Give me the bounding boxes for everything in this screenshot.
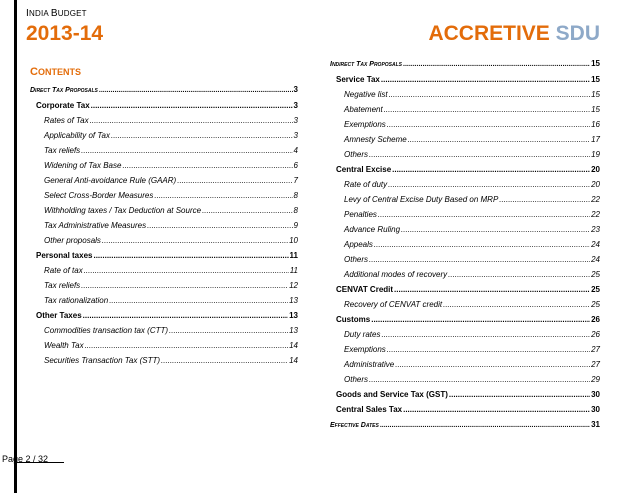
toc-entry-label: Central Excise <box>336 165 392 174</box>
toc-entry-page: 9 <box>293 221 298 230</box>
toc-entry-page: 24 <box>591 240 600 249</box>
brand-sub: SDU <box>555 22 600 45</box>
toc-entry-label: Securities Transaction Tax (STT) <box>44 356 161 365</box>
toc-leader-dots <box>401 222 590 237</box>
toc-entry-page: 20 <box>591 165 600 174</box>
toc-entry-page: 14 <box>289 341 298 350</box>
toc-entry-label: Widening of Tax Base <box>44 161 122 170</box>
toc-entry-label: Wealth Tax <box>44 341 84 350</box>
toc-entry[interactable] <box>330 207 600 222</box>
toc-entry-label: Applicability of Tax <box>44 131 110 140</box>
toc-entry[interactable] <box>330 267 600 282</box>
toc-entry-label: Duty rates <box>344 330 381 339</box>
toc-entry[interactable] <box>30 128 298 143</box>
toc-entry-page: 3 <box>293 85 298 94</box>
toc-entry-label: Exemptions <box>344 345 386 354</box>
toc-entry[interactable] <box>330 387 600 402</box>
toc-leader-dots <box>388 177 590 192</box>
toc-entry-label: Negative list <box>344 90 388 99</box>
toc-leader-dots <box>395 357 590 372</box>
toc-leader-dots <box>448 267 590 282</box>
toc-entry-page: 27 <box>591 345 600 354</box>
toc-leader-dots <box>93 248 288 263</box>
toc-entry-page: 26 <box>591 315 600 324</box>
toc-entry-label: Effective Dates <box>330 422 379 429</box>
contents-heading <box>30 66 81 78</box>
toc-leader-dots <box>392 162 590 177</box>
toc-entry[interactable] <box>330 357 600 372</box>
toc-entry-page: 19 <box>591 150 600 159</box>
toc-entry-label: Tax reliefs <box>44 146 81 155</box>
toc-entry-label: Personal taxes <box>36 251 93 260</box>
left-margin-rule <box>14 0 17 493</box>
toc-entry-label: Direct Tax Proposals <box>30 87 98 94</box>
toc-leader-dots <box>202 203 292 218</box>
toc-entry[interactable] <box>330 237 600 252</box>
toc-leader-dots <box>111 128 293 143</box>
toc-entry[interactable] <box>330 56 600 72</box>
toc-entry-label: Rates of Tax <box>44 116 89 125</box>
brand-main: ACCRETIVE <box>428 22 550 45</box>
toc-entry-label: Other proposals <box>44 236 101 245</box>
toc-entry[interactable] <box>330 327 600 342</box>
toc-entry-page: 3 <box>293 101 298 110</box>
toc-leader-dots <box>122 158 292 173</box>
toc-leader-dots <box>102 233 288 248</box>
toc-entry-page: 3 <box>293 131 298 140</box>
toc-entry-page: 11 <box>289 266 298 275</box>
toc-entry[interactable] <box>330 117 600 132</box>
toc-leader-dots <box>394 282 590 297</box>
toc-entry-label: Abatement <box>344 105 383 114</box>
toc-leader-dots <box>91 98 293 113</box>
toc-entry[interactable] <box>30 353 298 368</box>
toc-entry-label: Penalties <box>344 210 377 219</box>
toc-entry[interactable] <box>30 338 298 353</box>
toc-entry-label: Tax rationalization <box>44 296 109 305</box>
toc-entry-page: 15 <box>591 59 600 68</box>
page-number: Page 2 / 32 <box>2 454 49 464</box>
toc-entry-label: Rate of tax <box>44 266 83 275</box>
toc-entry-label: Tax Administrative Measures <box>44 221 147 230</box>
toc-entry-page: 30 <box>591 405 600 414</box>
toc-leader-dots <box>81 143 292 158</box>
toc-entry[interactable] <box>30 218 298 233</box>
toc-left-column <box>30 82 298 368</box>
toc-leader-dots <box>449 387 590 402</box>
toc-leader-dots <box>81 278 288 293</box>
toc-leader-dots <box>177 173 292 188</box>
toc-entry-label: Other Taxes <box>36 311 82 320</box>
toc-entry-page: 16 <box>591 120 600 129</box>
toc-entry[interactable] <box>330 252 600 267</box>
toc-leader-dots <box>369 372 590 387</box>
toc-entry[interactable] <box>330 192 600 207</box>
toc-entry[interactable] <box>30 233 298 248</box>
toc-entry-label: Levy of Central Excise Duty Based on MRP <box>344 195 499 204</box>
toc-leader-dots <box>389 87 591 102</box>
toc-entry-label: CENVAT Credit <box>336 285 394 294</box>
toc-entry[interactable] <box>330 147 600 162</box>
toc-entry[interactable] <box>330 282 600 297</box>
toc-leader-dots <box>147 218 292 233</box>
toc-entry-label: Central Sales Tax <box>336 405 403 414</box>
toc-entry[interactable] <box>330 342 600 357</box>
toc-entry[interactable] <box>330 312 600 327</box>
toc-entry-page: 3 <box>293 116 298 125</box>
toc-leader-dots <box>161 353 288 368</box>
toc-entry[interactable] <box>330 372 600 387</box>
toc-entry[interactable] <box>30 113 298 128</box>
toc-leader-dots <box>369 147 590 162</box>
toc-entry-page: 27 <box>591 360 600 369</box>
toc-entry-page: 13 <box>289 296 298 305</box>
toc-entry-page: 13 <box>289 311 298 320</box>
toc-entry-page: 15 <box>591 105 600 114</box>
toc-entry-page: 31 <box>591 420 600 429</box>
toc-entry-label: Others <box>344 150 369 159</box>
toc-entry-page: 23 <box>591 225 600 234</box>
toc-entry-label: Tax reliefs <box>44 281 81 290</box>
toc-entry-label: Others <box>344 255 369 264</box>
toc-entry[interactable] <box>30 278 298 293</box>
toc-entry[interactable] <box>30 173 298 188</box>
toc-leader-dots <box>169 323 288 338</box>
toc-leader-dots <box>371 312 590 327</box>
toc-entry-page: 15 <box>591 90 600 99</box>
toc-entry-page: 25 <box>591 300 600 309</box>
toc-leader-dots <box>99 83 293 98</box>
toc-entry[interactable] <box>330 162 600 177</box>
contents-heading-initial: C <box>30 66 38 78</box>
toc-entry-label: Goods and Service Tax (GST) <box>336 390 448 399</box>
toc-entry-page: 12 <box>289 281 298 290</box>
kicker-initial-2: B <box>50 8 58 19</box>
toc-entry[interactable] <box>30 203 298 218</box>
toc-entry-page: 20 <box>591 180 600 189</box>
toc-leader-dots <box>378 207 590 222</box>
toc-entry[interactable] <box>30 308 298 323</box>
toc-entry-label: General Anti-avoidance Rule (GAAR) <box>44 176 177 185</box>
toc-entry[interactable] <box>30 143 298 158</box>
toc-leader-dots <box>369 252 590 267</box>
contents-heading-rest: ONTENTS <box>37 67 81 77</box>
kicker-rest-2: UDGET <box>57 9 87 18</box>
toc-entry[interactable] <box>30 248 298 263</box>
toc-leader-dots <box>403 57 590 72</box>
toc-entry-label: Amnesty Scheme <box>344 135 407 144</box>
toc-leader-dots <box>85 338 289 353</box>
kicker-initial-1: I <box>26 8 29 19</box>
toc-entry[interactable] <box>330 132 600 147</box>
toc-leader-dots <box>109 293 288 308</box>
toc-leader-dots <box>403 402 590 417</box>
toc-entry-label: Corporate Tax <box>36 101 90 110</box>
toc-entry-label: Service Tax <box>336 75 380 84</box>
toc-leader-dots <box>443 297 590 312</box>
toc-entry-page: 22 <box>591 195 600 204</box>
toc-leader-dots <box>154 188 292 203</box>
toc-entry-label: Administrative <box>344 360 395 369</box>
toc-entry[interactable] <box>330 297 600 312</box>
toc-leader-dots <box>381 72 590 87</box>
toc-entry-label: Indirect Tax Proposals <box>330 61 403 68</box>
toc-entry-page: 10 <box>289 236 298 245</box>
toc-entry-label: Withholding taxes / Tax Deduction at Source <box>44 206 202 215</box>
toc-entry-label: Commodities transaction tax (CTT) <box>44 326 169 335</box>
kicker-rest-1: NDIA <box>28 9 51 18</box>
toc-leader-dots <box>90 113 293 128</box>
toc-leader-dots <box>84 263 289 278</box>
brand-logo-text <box>428 22 600 46</box>
toc-leader-dots <box>83 308 288 323</box>
toc-entry[interactable] <box>30 293 298 308</box>
toc-entry-label: Additional modes of recovery <box>344 270 448 279</box>
toc-entry-label: Select Cross-Border Measures <box>44 191 154 200</box>
toc-leader-dots <box>380 418 590 433</box>
toc-leader-dots <box>384 102 590 117</box>
toc-entry[interactable] <box>330 177 600 192</box>
toc-entry-page: 14 <box>289 356 298 365</box>
toc-entry-page: 7 <box>293 176 298 185</box>
toc-entry-page: 26 <box>591 330 600 339</box>
toc-entry-label: Appeals <box>344 240 373 249</box>
toc-entry[interactable] <box>30 188 298 203</box>
toc-entry[interactable] <box>330 222 600 237</box>
toc-entry-page: 4 <box>293 146 298 155</box>
toc-entry[interactable] <box>30 98 298 113</box>
toc-entry-page: 8 <box>293 191 298 200</box>
document-year: 2013-14 <box>26 22 104 45</box>
toc-leader-dots <box>374 237 590 252</box>
toc-entry-page: 8 <box>293 206 298 215</box>
toc-leader-dots <box>387 117 590 132</box>
toc-entry-page: 13 <box>289 326 298 335</box>
toc-entry-page: 15 <box>591 75 600 84</box>
toc-leader-dots <box>387 342 590 357</box>
toc-leader-dots <box>408 132 590 147</box>
toc-entry-page: 11 <box>289 251 298 260</box>
toc-entry-label: Recovery of CENVAT credit <box>344 300 443 309</box>
toc-leader-dots <box>381 327 590 342</box>
toc-entry-page: 29 <box>591 375 600 384</box>
toc-entry[interactable] <box>330 72 600 87</box>
toc-entry[interactable] <box>30 323 298 338</box>
toc-entry-page: 30 <box>591 390 600 399</box>
toc-entry-label: Others <box>344 375 369 384</box>
toc-entry[interactable] <box>30 158 298 173</box>
toc-entry[interactable] <box>330 87 600 102</box>
toc-entry-label: Exemptions <box>344 120 386 129</box>
toc-entry[interactable] <box>30 82 298 98</box>
toc-entry-page: 25 <box>591 270 600 279</box>
toc-entry-label: Rate of duty <box>344 180 388 189</box>
toc-entry-page: 25 <box>591 285 600 294</box>
toc-entry-label: Customs <box>336 315 371 324</box>
toc-entry[interactable] <box>30 263 298 278</box>
toc-leader-dots <box>499 192 590 207</box>
toc-entry[interactable] <box>330 417 600 433</box>
toc-entry-page: 6 <box>293 161 298 170</box>
toc-right-column <box>330 56 600 433</box>
toc-entry-page: 17 <box>591 135 600 144</box>
toc-entry[interactable] <box>330 102 600 117</box>
toc-entry-page: 24 <box>591 255 600 264</box>
toc-entry-label: Advance Ruling <box>344 225 401 234</box>
toc-entry[interactable] <box>330 402 600 417</box>
document-kicker <box>26 8 87 19</box>
toc-entry-page: 22 <box>591 210 600 219</box>
